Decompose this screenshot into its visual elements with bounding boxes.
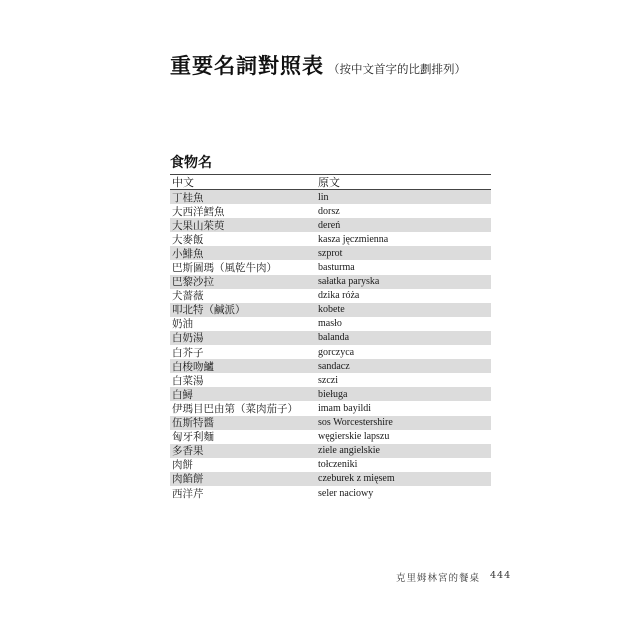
page-title: 重要名詞對照表 [170,54,324,78]
original-term: lin [318,191,329,203]
chinese-term: 丁桂魚 [172,191,204,204]
chinese-term: 白梭吻鱸 [172,360,214,373]
original-term: balanda [318,332,350,344]
chinese-term: 白芥子 [172,346,204,359]
table-row [170,218,491,232]
glossary-table [170,174,491,500]
chinese-term: 巴黎沙拉 [172,276,214,289]
table-row [170,387,491,401]
original-term: dzika róża [318,290,360,302]
column-header-chinese: 中文 [172,176,194,189]
chinese-term: 西洋芹 [172,487,204,500]
original-term: kasza jęczmienna [318,233,389,245]
original-term: gorczyca [318,346,355,358]
running-title: 克里姆林宮的餐桌 [396,573,481,584]
table-row [170,232,491,246]
page-subtitle: （按中文首字的比劃排列） [328,62,466,76]
table-row [170,289,491,303]
table-row [170,317,491,331]
chinese-term: 奶油 [172,318,193,331]
table-row [170,345,491,359]
original-term: szczi [318,374,338,386]
table-header [170,174,491,190]
page-title-block [170,50,466,80]
column-header-original: 原文 [318,176,340,189]
chinese-term: 大麥飯 [172,233,204,246]
original-term: ziele angielskie [318,445,380,457]
table-row [170,373,491,387]
original-term: masło [318,318,342,330]
chinese-term: 大果山茱萸 [172,219,225,232]
original-term: sandacz [318,360,350,372]
chinese-term: 肉餅 [172,459,193,472]
chinese-term: 白奶湯 [172,332,204,345]
table-row [170,260,491,274]
page-number: 444 [490,570,512,581]
original-term: basturma [318,262,355,274]
chinese-term: 肉餡餅 [172,473,204,486]
table-row [170,275,491,289]
table-row [170,331,491,345]
original-term: czeburek z mięsem [318,473,395,485]
original-term: imam bayildi [318,402,372,414]
table-row [170,204,491,218]
original-term: sos Worcestershire [318,417,393,429]
original-term: seler naciowy [318,487,374,499]
table-row [170,416,491,430]
table-body [170,190,491,500]
chinese-term: 白菜湯 [172,374,204,387]
original-term: tołczeniki [318,459,358,471]
chinese-term: 犬薔薇 [172,290,204,303]
table-row [170,458,491,472]
table-row [170,359,491,373]
chinese-term: 大西洋鱈魚 [172,205,225,218]
table-row [170,430,491,444]
table-row [170,486,491,500]
chinese-term: 伊瑪目巴由第（菜肉茄子） [172,402,298,415]
table-row [170,190,491,204]
chinese-term: 白鱘 [172,388,193,401]
chinese-term: 多香果 [172,445,204,458]
section-heading: 食物名 [170,155,212,171]
original-term: dereń [318,219,341,231]
original-term: dorsz [318,205,340,217]
table-row [170,303,491,317]
chinese-term: 匈牙利麵 [172,431,214,444]
original-term: bieługa [318,388,348,400]
chinese-term: 巴斯圖瑪（風乾牛肉） [172,262,277,275]
table-row [170,401,491,415]
page-footer [396,570,511,584]
table-row [170,472,491,486]
chinese-term: 小鯡魚 [172,247,204,260]
chinese-term: 伍斯特醬 [172,417,214,430]
original-term: szprot [318,247,343,259]
table-row [170,444,491,458]
table-row [170,246,491,260]
original-term: kobete [318,304,345,316]
original-term: węgierskie lapszu [318,431,390,443]
original-term: sałatka paryska [318,276,380,288]
chinese-term: 叩北特（鹹派） [172,304,246,317]
